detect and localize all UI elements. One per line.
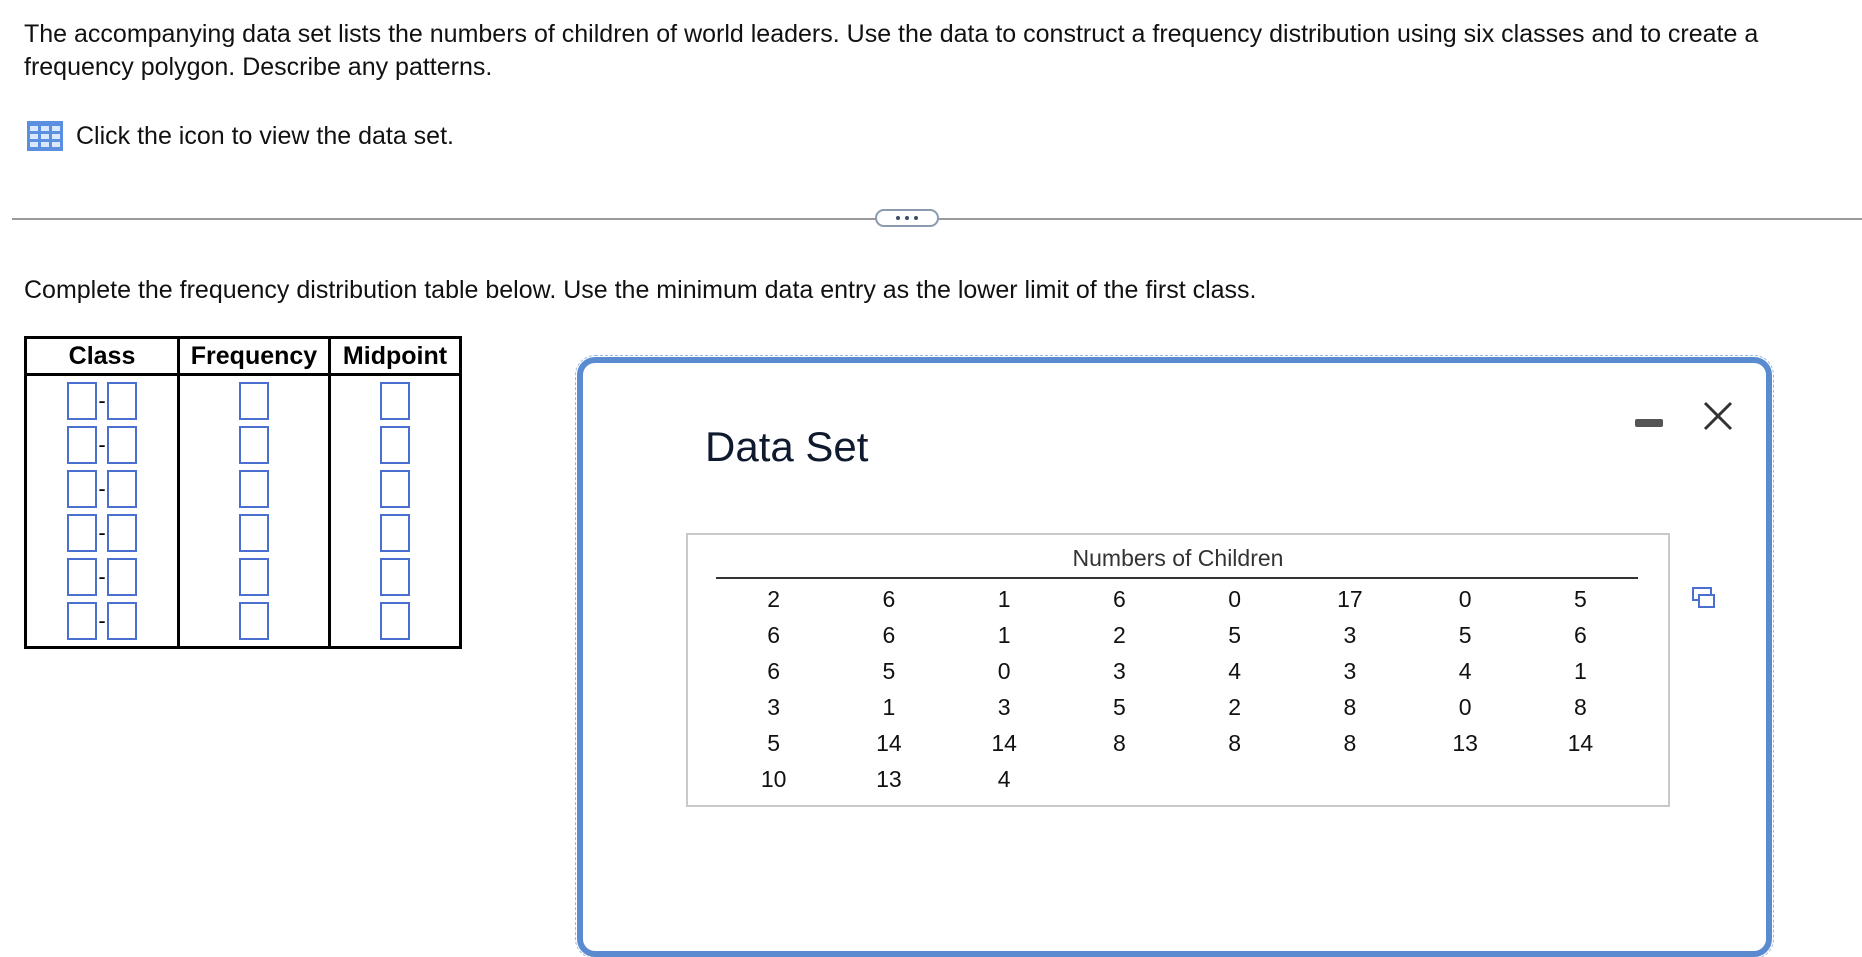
- ellipsis-icon: [896, 216, 900, 220]
- frequency-cell: [179, 467, 330, 511]
- table-grid-icon[interactable]: [26, 120, 64, 152]
- data-set-table: [716, 581, 1638, 797]
- class-lower-input[interactable]: [67, 426, 97, 464]
- table-row: [26, 511, 461, 555]
- data-cell: 6: [882, 621, 896, 648]
- data-cell: 5: [1112, 693, 1126, 720]
- data-cell: 3: [1343, 621, 1357, 648]
- data-cell: 8: [1343, 729, 1357, 756]
- midpoint-input[interactable]: [380, 470, 410, 508]
- data-cell: 5: [882, 657, 896, 684]
- copy-icon[interactable]: [1692, 587, 1716, 609]
- frequency-distribution-table: [24, 336, 462, 649]
- class-separator: -: [98, 476, 106, 501]
- data-cell: 6: [767, 621, 781, 648]
- class-cell: [26, 375, 179, 424]
- data-cell: 3: [997, 693, 1011, 720]
- data-cell: 5: [767, 729, 781, 756]
- class-cell: [26, 467, 179, 511]
- data-row: [716, 761, 1638, 797]
- data-cell: [1177, 761, 1292, 797]
- class-separator: -: [98, 388, 106, 413]
- data-cell: 0: [1228, 585, 1242, 612]
- class-cell: [26, 511, 179, 555]
- data-set-dialog: [577, 357, 1772, 957]
- table-row: [26, 423, 461, 467]
- midpoint-input[interactable]: [380, 426, 410, 464]
- data-cell: 3: [767, 693, 781, 720]
- data-cell: 0: [997, 657, 1011, 684]
- minimize-icon[interactable]: [1635, 419, 1663, 427]
- data-cell: 6: [767, 657, 781, 684]
- expand-button[interactable]: [875, 209, 939, 227]
- frequency-input[interactable]: [239, 470, 269, 508]
- class-lower-input[interactable]: [67, 602, 97, 640]
- data-cell: 6: [1573, 621, 1587, 648]
- data-cell: [1523, 761, 1638, 797]
- close-icon[interactable]: [1701, 399, 1735, 433]
- frequency-input[interactable]: [239, 382, 269, 420]
- data-caption: Numbers of Children: [1072, 545, 1284, 571]
- data-cell: 1: [882, 693, 896, 720]
- data-cell: 5: [1228, 621, 1242, 648]
- frequency-input[interactable]: [239, 514, 269, 552]
- instruction-text: Complete the frequency distribution table below. Use the minimum data entry as the lower limit of the first class.: [24, 276, 1257, 304]
- data-row: [716, 725, 1638, 761]
- class-separator: -: [98, 564, 106, 589]
- header-class: Class: [26, 338, 179, 375]
- class-upper-input[interactable]: [107, 602, 137, 640]
- table-row: [26, 467, 461, 511]
- class-cell: [26, 555, 179, 599]
- question-prompt: The accompanying data set lists the numbers of children of world leaders. Use the data to construct a frequency distribution using six classes and to create a frequency polygon. Describe any patterns.: [24, 20, 1759, 81]
- frequency-input[interactable]: [239, 602, 269, 640]
- data-cell: 0: [1458, 693, 1472, 720]
- data-cell: [1408, 761, 1523, 797]
- data-cell: 13: [1452, 729, 1478, 756]
- midpoint-cell: [330, 375, 461, 424]
- midpoint-input[interactable]: [380, 514, 410, 552]
- data-cell: 8: [1228, 729, 1242, 756]
- class-separator: -: [98, 432, 106, 457]
- data-cell: [1062, 761, 1177, 797]
- class-lower-input[interactable]: [67, 470, 97, 508]
- class-cell: [26, 599, 179, 648]
- data-cell: 8: [1573, 693, 1587, 720]
- data-cell: 1: [1573, 657, 1587, 684]
- data-cell: 10: [760, 765, 787, 792]
- data-cell: 14: [1567, 729, 1594, 756]
- midpoint-input[interactable]: [380, 382, 410, 420]
- class-lower-input[interactable]: [67, 558, 97, 596]
- data-cell: 14: [876, 729, 902, 756]
- data-cell: 1: [997, 621, 1011, 648]
- data-cell: 5: [1573, 585, 1587, 612]
- frequency-input[interactable]: [239, 426, 269, 464]
- frequency-cell: [179, 599, 330, 648]
- dialog-title: Data Set: [705, 423, 869, 470]
- data-row: [716, 617, 1638, 653]
- data-cell: 2: [767, 585, 781, 612]
- data-cell: 14: [991, 729, 1017, 756]
- class-upper-input[interactable]: [107, 514, 137, 552]
- data-row: [716, 689, 1638, 725]
- data-cell: 6: [1112, 585, 1126, 612]
- class-cell: [26, 423, 179, 467]
- midpoint-cell: [330, 599, 461, 648]
- data-set-panel: [686, 533, 1670, 807]
- class-upper-input[interactable]: [107, 558, 137, 596]
- data-cell: 2: [1112, 621, 1126, 648]
- frequency-cell: [179, 555, 330, 599]
- data-cell: [1292, 761, 1407, 797]
- table-row: [26, 375, 461, 424]
- midpoint-cell: [330, 555, 461, 599]
- data-cell: 4: [1458, 657, 1472, 684]
- table-row: [26, 599, 461, 648]
- midpoint-cell: [330, 511, 461, 555]
- view-dataset-label[interactable]: Click the icon to view the data set.: [76, 121, 454, 150]
- data-cell: 2: [1228, 693, 1242, 720]
- class-upper-input[interactable]: [107, 426, 137, 464]
- data-cell: 4: [1228, 657, 1242, 684]
- data-cell: 4: [997, 765, 1011, 792]
- data-row: [716, 581, 1638, 617]
- class-lower-input[interactable]: [67, 514, 97, 552]
- data-cell: 13: [876, 765, 902, 792]
- class-upper-input[interactable]: [107, 382, 137, 420]
- data-cell: 1: [997, 585, 1011, 612]
- header-frequency: Frequency: [179, 338, 330, 375]
- frequency-cell: [179, 511, 330, 555]
- table-row: [26, 555, 461, 599]
- frequency-table-body: [26, 375, 461, 648]
- header-midpoint: Midpoint: [330, 338, 461, 375]
- data-cell: 0: [1458, 585, 1472, 612]
- data-row: [716, 653, 1638, 689]
- frequency-cell: [179, 375, 330, 424]
- class-lower-input[interactable]: [67, 382, 97, 420]
- midpoint-input[interactable]: [380, 602, 410, 640]
- class-separator: -: [98, 608, 106, 633]
- table-header-row: [26, 338, 461, 375]
- data-cell: 5: [1458, 621, 1472, 648]
- data-cell: 3: [1112, 657, 1126, 684]
- class-separator: -: [98, 520, 106, 545]
- midpoint-cell: [330, 467, 461, 511]
- view-dataset-link[interactable]: [26, 118, 454, 154]
- frequency-cell: [179, 423, 330, 467]
- midpoint-input[interactable]: [380, 558, 410, 596]
- data-cell: 8: [1112, 729, 1126, 756]
- data-cell: 3: [1343, 657, 1357, 684]
- data-cell: 6: [882, 585, 896, 612]
- data-cell: 8: [1343, 693, 1357, 720]
- midpoint-cell: [330, 423, 461, 467]
- frequency-input[interactable]: [239, 558, 269, 596]
- class-upper-input[interactable]: [107, 470, 137, 508]
- data-cell: 17: [1337, 585, 1363, 612]
